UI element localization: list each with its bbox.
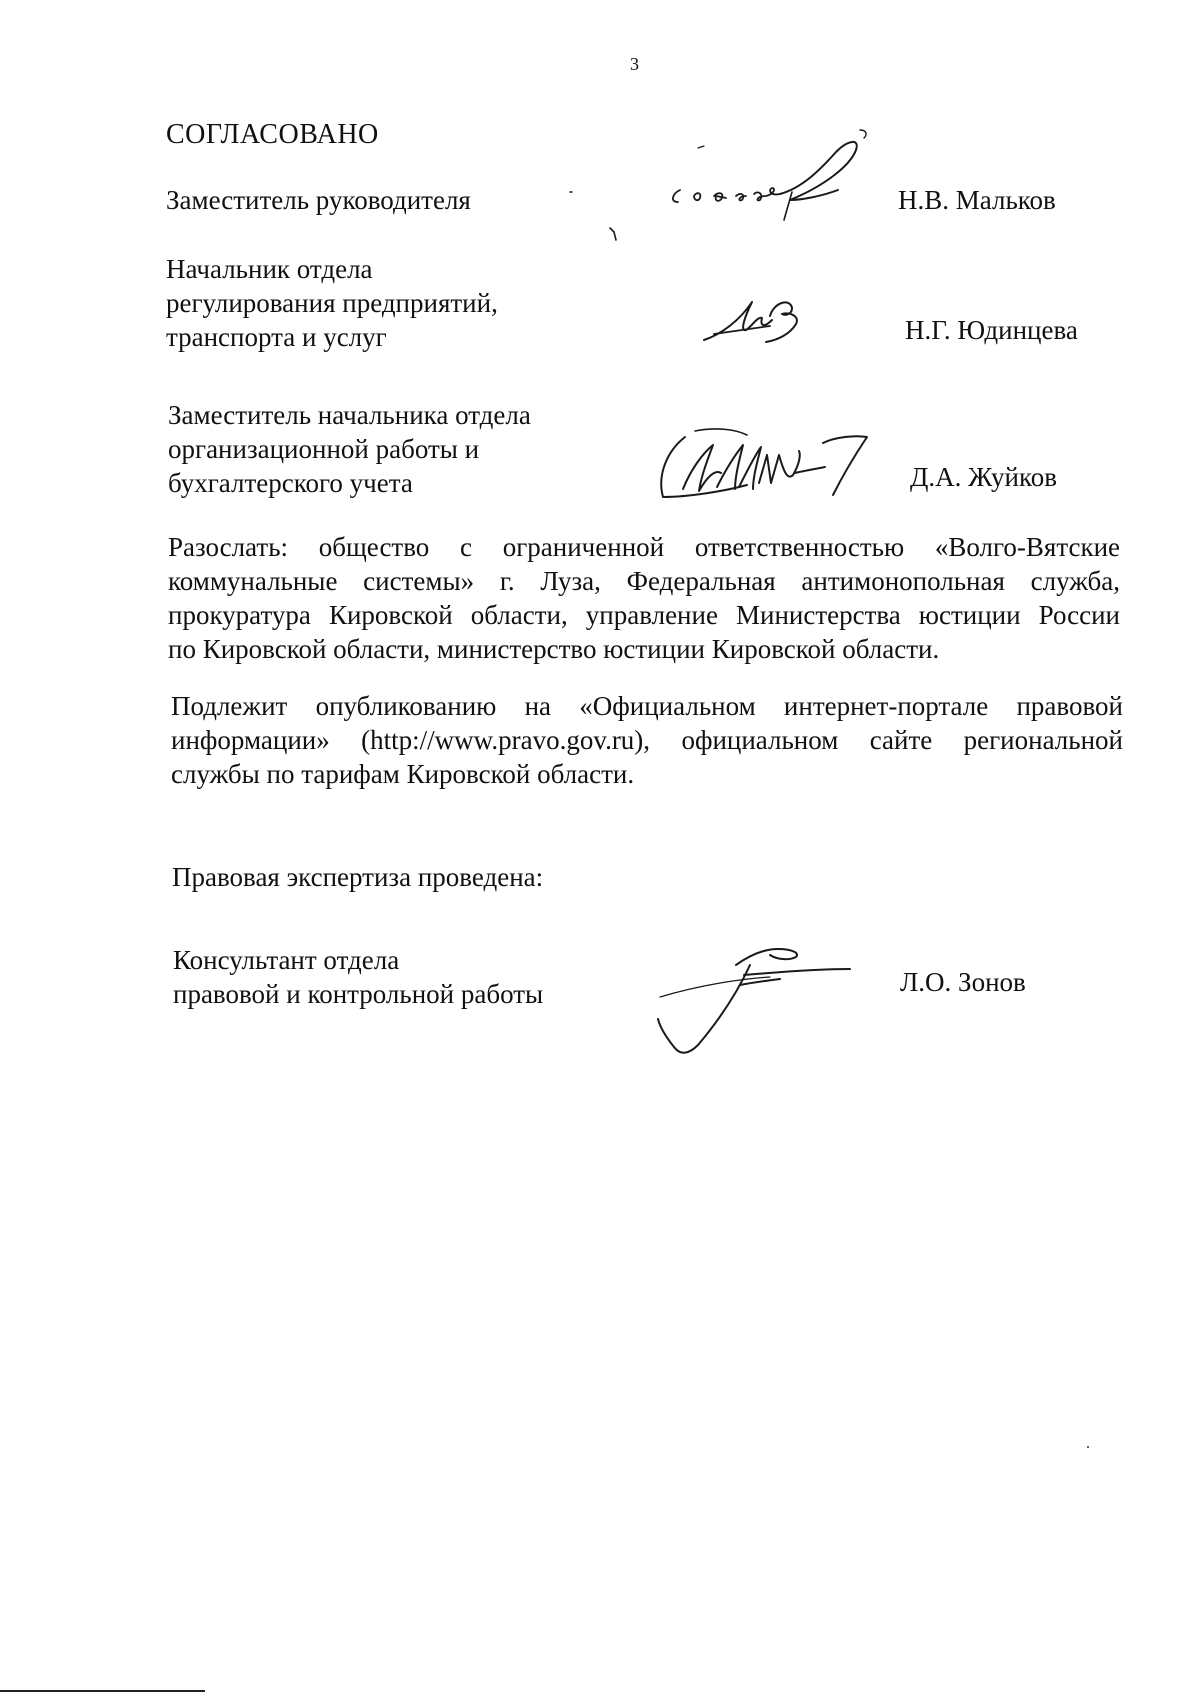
legal-review-position-line: правовой и контрольной работы [173,979,544,1009]
scan-speck [1087,1446,1089,1448]
signatory-3-position-line: Заместитель начальника отдела [168,400,531,430]
page-number: 3 [630,54,639,74]
distribution-paragraph [168,530,1120,666]
legal-review-position [173,943,543,1011]
signatory-2-position-line: транспорта и услуг [166,322,387,352]
distribution-line: Разослать: общество с ограниченной ответственностью «Волго-Вятские [168,532,1120,562]
signature-yudintseva [700,290,820,360]
legal-review-statement: Правовая экспертиза проведена: [172,862,544,892]
signatory-3-position [168,398,531,500]
distribution-line: коммунальные системы» г. Луза, Федеральная антимонопольная служба, [168,566,1120,596]
approval-heading: СОГЛАСОВАНО [166,119,379,150]
signatory-3-name: Д.А. Жуйков [910,462,1057,492]
signatory-3-position-line: организационной работы и [168,434,480,464]
signatory-3-position-line: бухгалтерского учета [168,468,413,498]
signatory-2-name: Н.Г. Юдинцева [905,315,1078,345]
signatory-1-position-line: Заместитель руководителя [166,185,471,215]
signature-malkov [570,130,900,260]
signatory-2-position [166,252,498,354]
signatory-2-position-line: регулирования предприятий, [166,288,498,318]
publication-paragraph [171,689,1123,791]
publication-line: информации» (http://www.pravo.gov.ru), официальном сайте региональной [171,725,1123,755]
signatory-1-position [166,183,471,217]
signatory-1-name: Н.В. Мальков [898,185,1056,215]
signatory-2-position-line: Начальник отдела [166,254,373,284]
page-edge-rule [0,1690,205,1692]
distribution-line: прокуратура Кировской области, управление Министерства юстиции России [168,600,1120,630]
legal-review-signatory-name: Л.О. Зонов [900,967,1026,997]
legal-review-position-line: Консультант отдела [173,945,400,975]
publication-line: Подлежит опубликованию на «Официальном интернет-портале правовой [171,691,1123,721]
distribution-line: по Кировской области, министерство юстиции Кировской области. [168,634,940,664]
signature-zonov [640,935,860,1060]
publication-line: службы по тарифам Кировской области. [171,759,635,789]
signature-zhuykov [655,425,895,515]
